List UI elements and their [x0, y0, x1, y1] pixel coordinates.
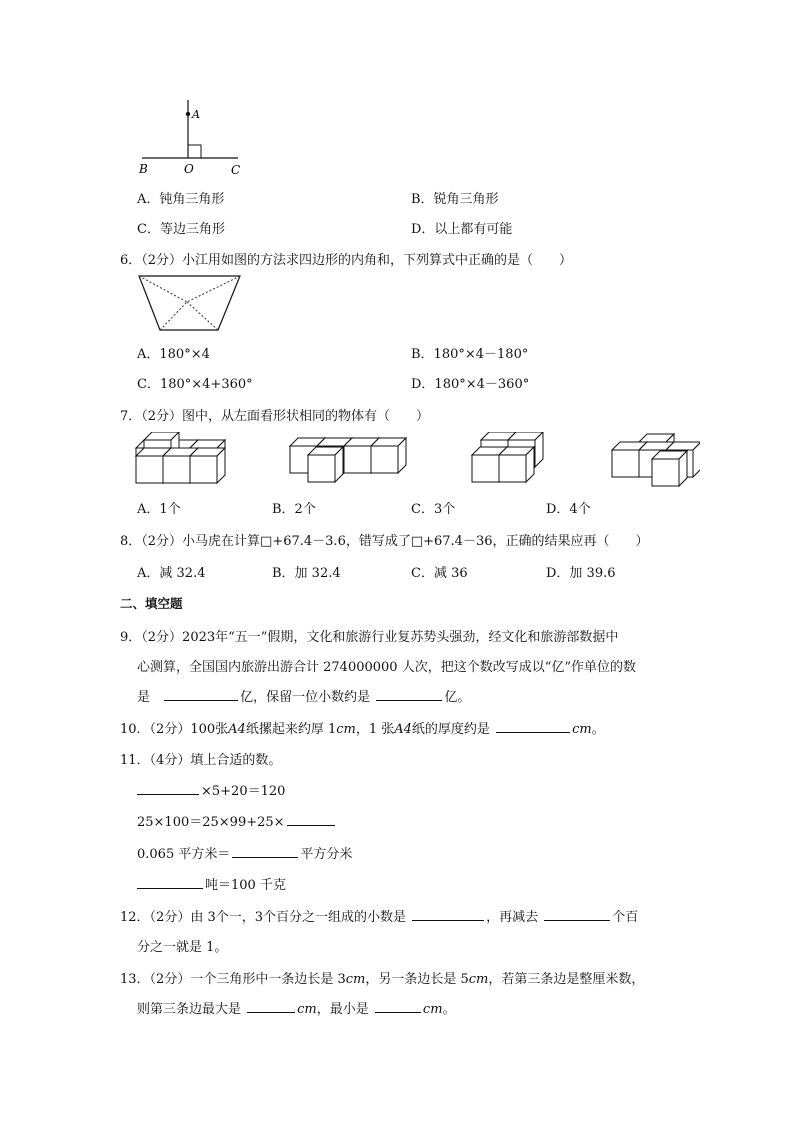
q10-text-d: 纸的厚度约是: [411, 722, 490, 737]
q10-text-b: 纸摞起来约厚 1: [245, 722, 337, 737]
q11-line3: [137, 843, 352, 862]
q5-option-b: B．锐角三角形: [411, 192, 499, 207]
q10-a4-2: A4: [394, 722, 412, 737]
q8-option-a: A．减 32.4: [137, 566, 206, 581]
q5-option-a: A．钝角三角形: [137, 192, 225, 207]
q9-line1: 9．（2分）2023年“五一”假期，文化和旅游行业复苏势头强劲，经文化和旅游部数据中: [120, 630, 619, 645]
q12-blank-2[interactable]: [544, 907, 610, 921]
q11-text-1: ×5+20＝120: [201, 784, 286, 799]
q5-angle-figure: [134, 96, 246, 180]
q9-blank-1[interactable]: [164, 687, 238, 701]
q9-line2: 心测算，全国国内旅游出游合计 274000000 人次，把这个数改写成以“亿”作单位的数: [137, 660, 636, 675]
q12-text-c: 个百: [612, 910, 639, 925]
q13-text-2a: 则第三条边最大是: [137, 1002, 242, 1017]
q7-option-a: A．1个: [137, 502, 181, 517]
q13-text-b: ，另一条边长是 5: [365, 972, 469, 987]
q13-cm-4: cm: [422, 1002, 443, 1017]
q12-blank-1[interactable]: [412, 907, 484, 921]
q7-option-b: B．2个: [272, 502, 316, 517]
q11-blank-1[interactable]: [137, 781, 199, 795]
q13-text-c: ，若第三条边是整厘米数，: [488, 972, 645, 987]
q13-text-2c: 。: [442, 1002, 456, 1017]
q6-stem: 6．（2分）小江用如图的方法求四边形的内角和，下列算式中正确的是（ ）: [120, 253, 573, 268]
q9-text-b: 亿，保留一位小数约是: [240, 690, 371, 705]
q5-option-d: D．以上都有可能: [411, 222, 513, 237]
q10-blank[interactable]: [496, 719, 570, 733]
q11-blank-3[interactable]: [232, 844, 298, 858]
q10-end: 。: [591, 722, 605, 737]
q7-option-c: C．3个: [411, 502, 456, 517]
label-c: C: [231, 163, 241, 177]
label-o: O: [184, 162, 194, 176]
q13-cm-1: cm: [345, 972, 366, 987]
q11-line2: [137, 811, 337, 830]
label-a: A: [192, 108, 200, 121]
q13-blank-1[interactable]: [247, 999, 295, 1013]
q13-line1: [120, 968, 644, 987]
q7-stem: 7．（2分）图中，从左面看形状相同的物体有（ ）: [120, 409, 430, 424]
label-b: B: [139, 162, 148, 176]
q13-cm-2: cm: [468, 972, 489, 987]
q10-text-c: ，1 张: [355, 722, 395, 737]
q11-line1: [137, 780, 285, 799]
q12-text-a: 12．（2分）由 3个一，3个百分之一组成的小数是: [120, 910, 406, 925]
q13-cm-3: cm: [297, 1002, 317, 1017]
q11-stem: 11．（4分）填上合适的数。: [120, 753, 282, 768]
q9-line3: [137, 686, 470, 705]
q10-a4-1: A4: [228, 722, 246, 737]
q10-line: [120, 718, 605, 737]
q9-text-c: 亿。: [444, 690, 471, 705]
q13-blank-2[interactable]: [375, 999, 421, 1013]
q11-text-3b: 平方分米: [300, 847, 353, 862]
section-title: 二、填空题: [120, 596, 183, 611]
q8-option-c: C．减 36: [411, 566, 468, 581]
q7-option-d: D．4个: [546, 502, 591, 517]
q8-option-b: B．加 32.4: [272, 566, 341, 581]
q6-option-c: C．180°×4+360°: [137, 377, 253, 392]
q7-figure-4: [612, 434, 700, 486]
q7-figure-1: [136, 432, 225, 483]
q11-text-4: 吨＝100 千克: [205, 878, 286, 893]
q9-blank-2[interactable]: [376, 687, 442, 701]
q7-cube-figures: [130, 432, 700, 490]
q8-stem: 8．（2分）小马虎在计算□+67.4－3.6，错写成了□+67.4－36，正确的结果应再（ ）: [120, 534, 649, 549]
q13-line2: [137, 998, 456, 1017]
q6-option-b: B．180°×4－180°: [411, 347, 529, 362]
q5-option-c: C．等边三角形: [137, 222, 225, 237]
q8-option-d: D．加 39.6: [546, 566, 616, 581]
q11-blank-4[interactable]: [137, 875, 203, 889]
q7-figure-3: [472, 432, 543, 482]
q6-option-a: A．180°×4: [137, 347, 210, 362]
q11-blank-2[interactable]: [287, 812, 335, 826]
q12-line2: 分之一就是 1。: [137, 940, 228, 955]
q6-quadrilateral-figure: [136, 272, 246, 334]
q13-text-2b: ，最小是: [316, 1002, 369, 1017]
q9-text-a: 是: [137, 690, 151, 705]
q11-text-3a: 0.065 平方米＝: [137, 847, 231, 862]
q13-text-a: 13．（2分）一个三角形中一条边长是 3: [120, 972, 346, 987]
q11-text-2: 25×100＝25×99+25×: [137, 815, 285, 830]
q7-figure-2: [290, 438, 406, 482]
q12-line1: [120, 906, 638, 925]
q6-option-d: D．180°×4－360°: [411, 377, 530, 392]
q10-text-a: 10．（2分）100张: [120, 722, 229, 737]
q10-cm-1: cm: [336, 722, 356, 737]
q10-cm-2: cm: [572, 722, 592, 737]
q11-line4: [137, 874, 286, 893]
q12-text-b: ，再减去: [486, 910, 539, 925]
